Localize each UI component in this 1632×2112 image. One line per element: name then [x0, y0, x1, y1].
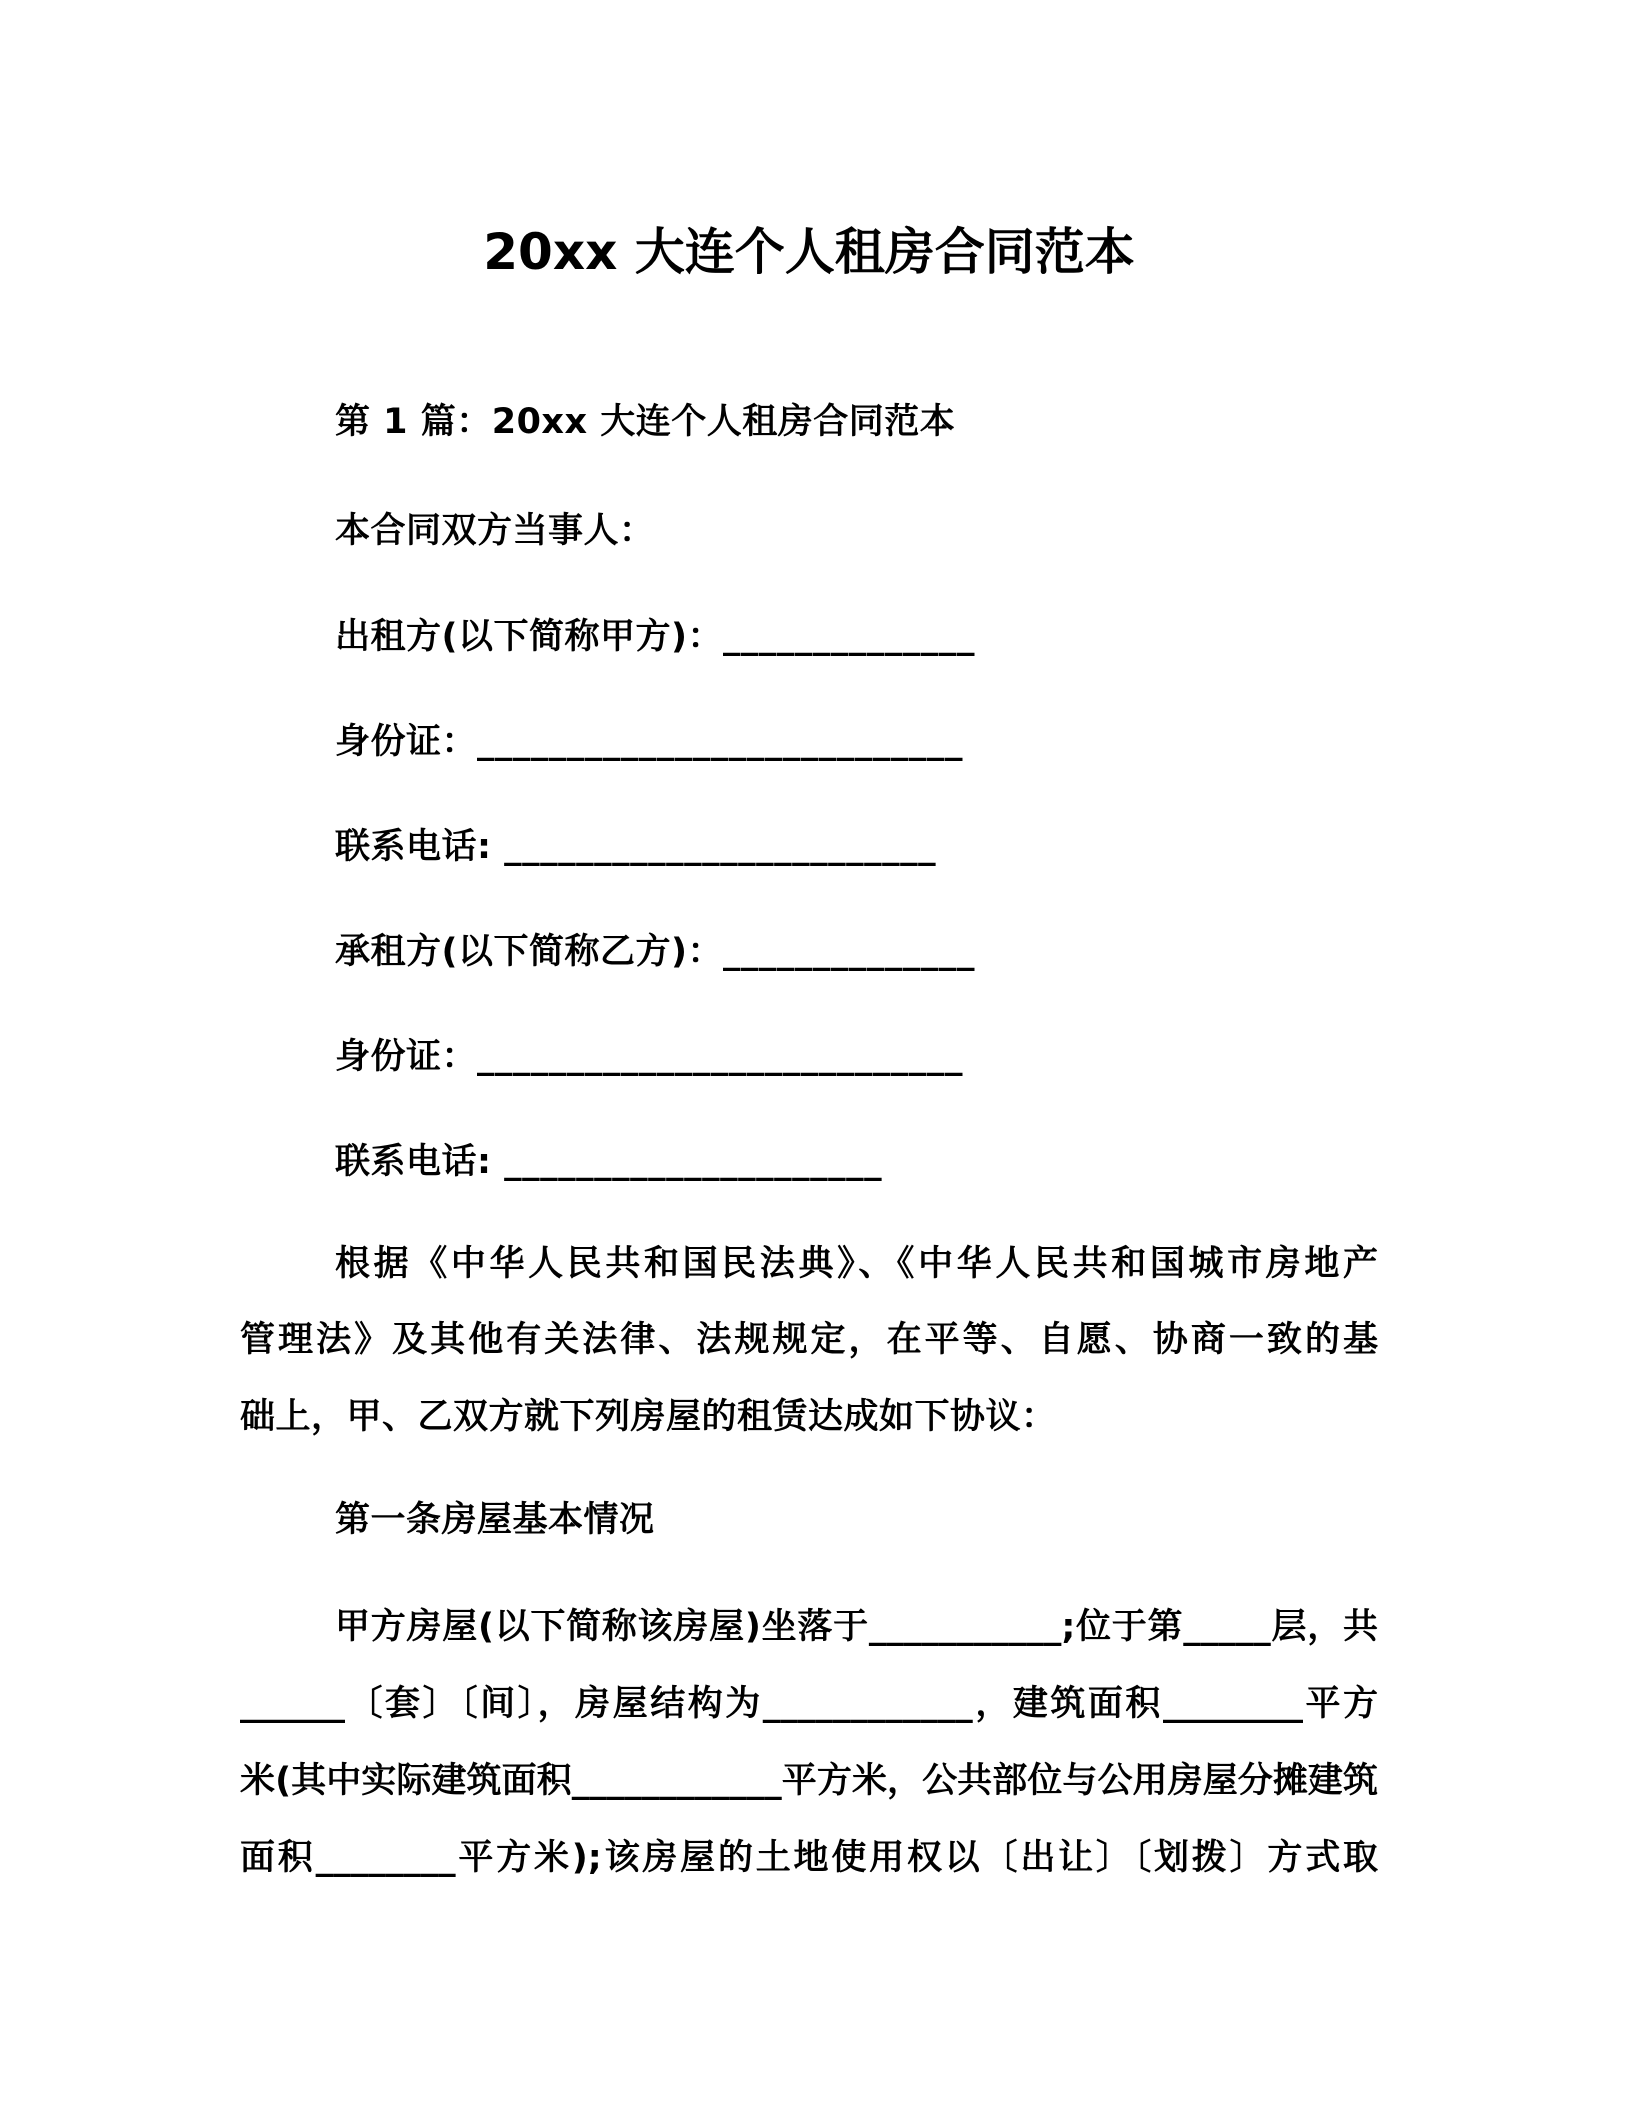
house-info-paragraph-line-4: 面积________平方米);该房屋的土地使用权以〔出让〕〔划拨〕方式取 [240, 1838, 1378, 1878]
legal-basis-paragraph-line-1: 根据《中华人民共和国民法典》、《中华人民共和国城市房地产 [335, 1244, 1378, 1284]
legal-basis-paragraph-line-3: 础上，甲、乙双方就下列房屋的租赁达成如下协议： [240, 1397, 1057, 1437]
lessor-phone-field-line: 联系电话: ________________________ [335, 827, 937, 867]
document-title: 20xx 大连个人租房合同范本 [483, 223, 1135, 281]
article-1-heading: 第一条房屋基本情况 [335, 1500, 655, 1540]
house-info-paragraph-line-3: 米(其中实际建筑面积____________平方米，公共部位与公用房屋分摊建筑 [240, 1761, 1378, 1801]
lessee-id-field-line: 身份证：___________________________ [335, 1037, 964, 1077]
lessor-field-line: 出租方(以下简称甲方)：______________ [335, 617, 975, 657]
parties-intro-line: 本合同双方当事人： [335, 511, 655, 551]
lessee-field-line: 承租方(以下简称乙方)：______________ [335, 932, 975, 972]
lessor-id-field-line: 身份证：___________________________ [335, 722, 964, 762]
house-info-paragraph-line-2: ______〔套〕〔间〕，房屋结构为____________，建筑面积________平方 [240, 1684, 1378, 1724]
legal-basis-paragraph-line-2: 管理法》及其他有关法律、法规规定，在平等、自愿、协商一致的基 [240, 1320, 1378, 1360]
house-info-paragraph-line-1: 甲方房屋(以下简称该房屋)坐落于___________;位于第_____层，共 [335, 1607, 1378, 1647]
lessee-phone-field-line: 联系电话: _____________________ [335, 1142, 883, 1182]
document-subtitle: 第 1 篇：20xx 大连个人租房合同范本 [335, 402, 956, 442]
